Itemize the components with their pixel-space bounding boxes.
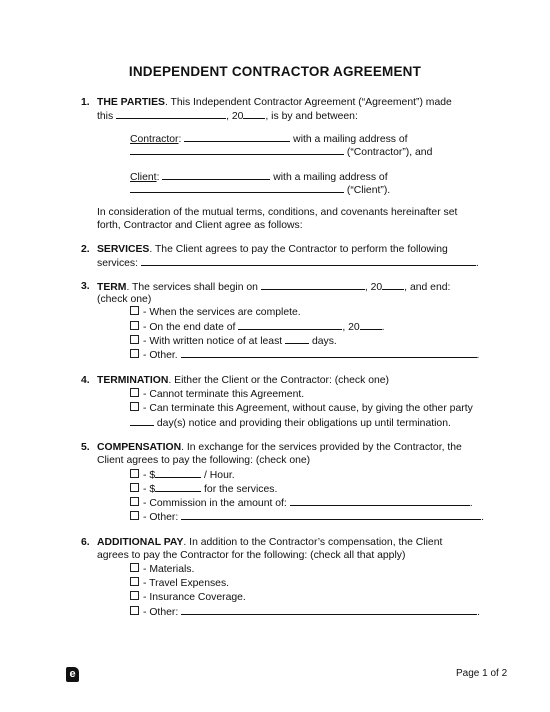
termination-option-1-checkbox[interactable] [130,388,139,397]
consideration-line-1: In consideration of the mutual terms, conditions, and covenants hereinafter set [97,207,458,218]
compensation-option-2-checkbox[interactable] [130,483,139,492]
section-5-heading: COMPENSATION [97,442,182,453]
term-other-blank[interactable] [181,348,477,358]
section-5-line-1: COMPENSATION. In exchange for the services provided by the Contractor, the [97,442,462,453]
day-blank[interactable] [116,109,226,119]
section-1-line-1: THE PARTIES. This Independent Contractor Agreement (“Agreement”) made [97,97,452,108]
document-title: INDEPENDENT CONTRACTOR AGREEMENT [128,64,422,79]
page-number: Page 1 of 2 [456,668,508,679]
section-2-line-1: SERVICES. The Client agrees to pay the Contractor to perform the following [97,244,448,255]
year-blank[interactable] [243,109,265,119]
term-option-1-checkbox[interactable] [130,306,139,315]
termination-option-2-checkbox[interactable] [130,402,139,411]
notice-days-blank[interactable] [285,334,309,344]
additional-option-2-checkbox[interactable] [130,577,139,586]
section-4-line-1: TERMINATION. Either the Client or the Contractor: (check one) [97,375,390,386]
compensation-option-4-checkbox[interactable] [130,511,139,520]
section-6-line-1: ADDITIONAL PAY. In addition to the Contractor’s compensation, the Client [97,537,443,548]
section-5-number: 5. [81,442,90,453]
additional-option-4: - Other: . [130,605,480,619]
additional-option-4-checkbox[interactable] [130,606,139,615]
compensation-option-3: - Commission in the amount of: . [130,496,473,510]
termination-option-1: - Cannot terminate this Agreement. [130,388,304,401]
flat-fee-blank[interactable] [155,482,201,492]
consideration-line-2: forth, Contractor and Client agree as follows: [97,220,303,231]
section-6-number: 6. [81,537,90,548]
section-2-line-2: services: . [97,258,479,269]
client-name-blank[interactable] [162,170,270,180]
additional-option-1-checkbox[interactable] [130,563,139,572]
term-option-1: - When the services are complete. [130,306,301,319]
section-2-heading: SERVICES [97,244,150,255]
section-1-line-2: this , 20 , is by and between: [97,111,358,122]
section-3-number: 3. [81,281,90,292]
services-blank[interactable] [141,256,476,266]
section-1-heading: THE PARTIES [97,97,165,108]
end-year-blank[interactable] [360,320,382,330]
compensation-option-3-checkbox[interactable] [130,497,139,506]
termination-option-2: - Can terminate this Agreement, without cause, by giving the other party [130,402,473,415]
contractor-address-blank[interactable] [130,145,344,155]
client-line: Client: with a mailing address of [130,172,388,183]
start-date-blank[interactable] [261,280,365,290]
termination-days-blank[interactable] [130,416,154,426]
compensation-option-2: - $ for the services. [130,482,277,496]
compensation-other-blank[interactable] [181,510,481,520]
eforms-logo-icon: e [66,667,79,682]
contractor-name-blank[interactable] [184,132,290,142]
section-3-check-note: (check one) [97,294,152,305]
section-4-number: 4. [81,375,90,386]
term-option-4-checkbox[interactable] [130,349,139,358]
start-year-blank[interactable] [382,280,404,290]
client-address-line: (“Client”). [130,183,390,197]
section-1-number: 1. [81,97,90,108]
contractor-address-line: (“Contractor”), and [130,145,432,159]
term-option-4: - Other. . [130,348,479,362]
hourly-rate-blank[interactable] [155,468,201,478]
compensation-option-1: - $ / Hour. [130,468,235,482]
end-date-blank[interactable] [238,320,342,330]
term-option-2: - On the end date of , 20 . [130,320,385,334]
additional-option-1: - Materials. [130,563,194,576]
client-label: Client [130,172,157,183]
commission-blank[interactable] [290,496,470,506]
client-address-blank[interactable] [130,183,344,193]
compensation-option-1-checkbox[interactable] [130,469,139,478]
additional-other-blank[interactable] [181,605,477,615]
additional-option-2: - Travel Expenses. [130,577,229,590]
term-option-3-checkbox[interactable] [130,335,139,344]
contractor-label: Contractor [130,134,179,145]
additional-option-3: - Insurance Coverage. [130,591,246,604]
termination-option-2-cont: day(s) notice and providing their obligations up until termination. [130,416,451,430]
section-4-heading: TERMINATION [97,375,169,386]
compensation-option-4: - Other: . [130,510,484,524]
contractor-line: Contractor: with a mailing address of [130,134,408,145]
section-3-line-1: TERM. The services shall begin on , 20 , and end: [97,282,451,293]
section-6-line-2: agrees to pay the Contractor for the following: (check all that apply) [97,550,406,561]
term-option-2-checkbox[interactable] [130,321,139,330]
section-2-number: 2. [81,244,90,255]
additional-option-3-checkbox[interactable] [130,591,139,600]
section-3-heading: TERM [97,282,127,293]
section-5-line-2: Client agrees to pay the following: (check one) [97,455,311,466]
section-6-heading: ADDITIONAL PAY [97,537,184,548]
term-option-3: - With written notice of at least days. [130,334,337,348]
